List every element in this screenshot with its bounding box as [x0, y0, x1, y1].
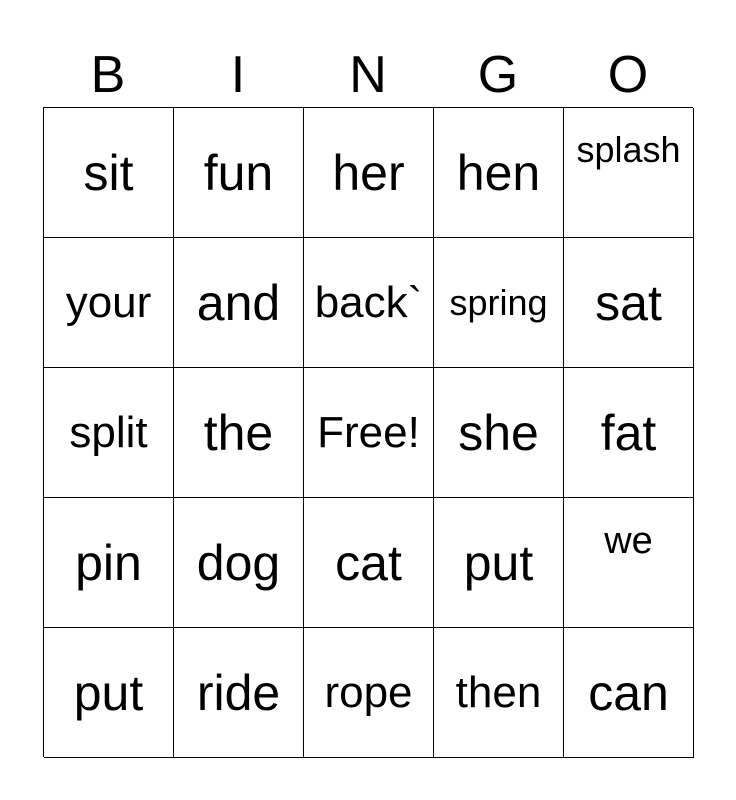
bingo-cell[interactable]: splash: [564, 108, 694, 238]
bingo-cell[interactable]: back`: [304, 238, 434, 368]
bingo-header: [43, 42, 693, 108]
bingo-cell[interactable]: ride: [174, 628, 304, 758]
bingo-cell[interactable]: rope: [304, 628, 434, 758]
bingo-cell[interactable]: fat: [564, 368, 694, 498]
header-letter-n: N: [349, 46, 387, 104]
header-letter-i: I: [230, 46, 246, 104]
header-letter-g: G: [477, 46, 519, 104]
bingo-cell[interactable]: can: [564, 628, 694, 758]
bingo-cell[interactable]: her: [304, 108, 434, 238]
bingo-cell[interactable]: and: [174, 238, 304, 368]
bingo-cell[interactable]: sat: [564, 238, 694, 368]
header-letter-b: B: [90, 46, 126, 104]
bingo-free-space[interactable]: Free!: [304, 368, 434, 498]
bingo-cell[interactable]: spring: [434, 238, 564, 368]
bingo-cell[interactable]: your: [44, 238, 174, 368]
bingo-cell[interactable]: the: [174, 368, 304, 498]
bingo-cell[interactable]: cat: [304, 498, 434, 628]
bingo-cell[interactable]: pin: [44, 498, 174, 628]
bingo-cell[interactable]: she: [434, 368, 564, 498]
bingo-cell[interactable]: then: [434, 628, 564, 758]
bingo-cell[interactable]: put: [44, 628, 174, 758]
bingo-cell[interactable]: split: [44, 368, 174, 498]
header-letter-o: O: [607, 46, 649, 104]
bingo-cell[interactable]: sit: [44, 108, 174, 238]
bingo-card-grid: [43, 107, 693, 757]
bingo-cell[interactable]: hen: [434, 108, 564, 238]
bingo-cell[interactable]: dog: [174, 498, 304, 628]
bingo-cell[interactable]: fun: [174, 108, 304, 238]
bingo-cell[interactable]: we: [564, 498, 694, 628]
bingo-cell[interactable]: put: [434, 498, 564, 628]
